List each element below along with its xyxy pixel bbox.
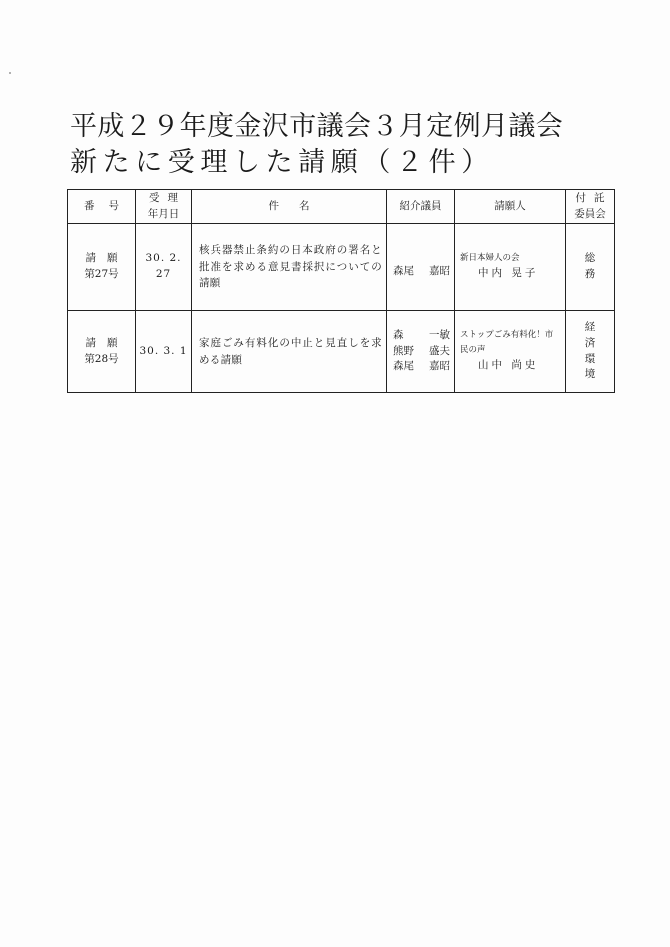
header-committee bbox=[566, 190, 615, 224]
committee-name: 環境 bbox=[584, 352, 606, 381]
committee-cell bbox=[566, 224, 615, 311]
document-title: 平成２９年度金沢市議会３月定例月議会 bbox=[70, 111, 564, 142]
scan-speck bbox=[9, 72, 11, 74]
petition-number: 第27号 bbox=[84, 268, 119, 280]
received-date: 30. 3. 1 bbox=[136, 311, 192, 393]
table-row bbox=[68, 311, 615, 393]
header-date bbox=[136, 190, 192, 224]
received-date: 30. 2. 27 bbox=[136, 224, 192, 311]
petitioner-organization: ストップごみ有料化！市民の声 bbox=[460, 330, 554, 355]
committee-cell bbox=[566, 311, 615, 393]
header-date-top: 受理 bbox=[149, 191, 186, 204]
header-subject: 件名 bbox=[192, 190, 387, 224]
header-date-bottom: 年月日 bbox=[147, 207, 180, 220]
petition-number-cell bbox=[68, 224, 136, 311]
header-number: 番号 bbox=[68, 190, 136, 224]
header-members: 紹介議員 bbox=[387, 190, 455, 224]
petitioner-name: 中内 晃子 bbox=[478, 267, 539, 280]
member-family-name: 森尾 bbox=[393, 360, 414, 373]
committee-name: 経済 bbox=[584, 321, 606, 349]
member-family-name: 熊野 bbox=[393, 344, 414, 357]
header-committee-top: 付託 bbox=[575, 191, 613, 204]
member-given-name: 一敏 bbox=[429, 328, 450, 341]
petition-subject: 家庭ごみ有料化の中止と見直しを求める請願 bbox=[192, 311, 387, 393]
member-entry bbox=[393, 344, 450, 360]
header-petitioner: 請願人 bbox=[455, 190, 566, 224]
petitioner-cell bbox=[455, 311, 566, 393]
member-family-name: 森 bbox=[393, 328, 404, 341]
introducing-members bbox=[387, 311, 455, 393]
member-entry bbox=[393, 328, 450, 344]
member-family-name: 森尾 bbox=[393, 265, 414, 278]
introducing-members bbox=[387, 224, 455, 311]
member-entry bbox=[393, 359, 450, 375]
petition-subject: 核兵器禁止条約の日本政府の署名と批准を求める意見書採択についての請願 bbox=[192, 224, 387, 311]
member-given-name: 盛夫 bbox=[429, 344, 450, 357]
table-header-row bbox=[68, 190, 615, 224]
petitioner-organization: 新日本婦人の会 bbox=[460, 252, 520, 263]
petitioner-name: 山中 尚史 bbox=[478, 359, 539, 372]
committee-name: 総務 bbox=[584, 252, 606, 280]
petition-number: 第28号 bbox=[84, 352, 119, 365]
member-given-name: 嘉昭 bbox=[429, 265, 450, 278]
petition-number-cell bbox=[68, 311, 136, 393]
petition-table bbox=[67, 189, 615, 393]
header-committee-bottom: 委員会 bbox=[574, 207, 606, 220]
petition-kind: 請願 bbox=[85, 336, 129, 349]
member-entry bbox=[393, 254, 450, 280]
petitioner-cell bbox=[455, 224, 566, 311]
document-subtitle: 新たに受理した請願（２件） bbox=[70, 147, 494, 178]
member-given-name: 嘉昭 bbox=[429, 360, 450, 373]
table-row bbox=[68, 224, 615, 311]
petition-kind: 請願 bbox=[85, 252, 129, 265]
